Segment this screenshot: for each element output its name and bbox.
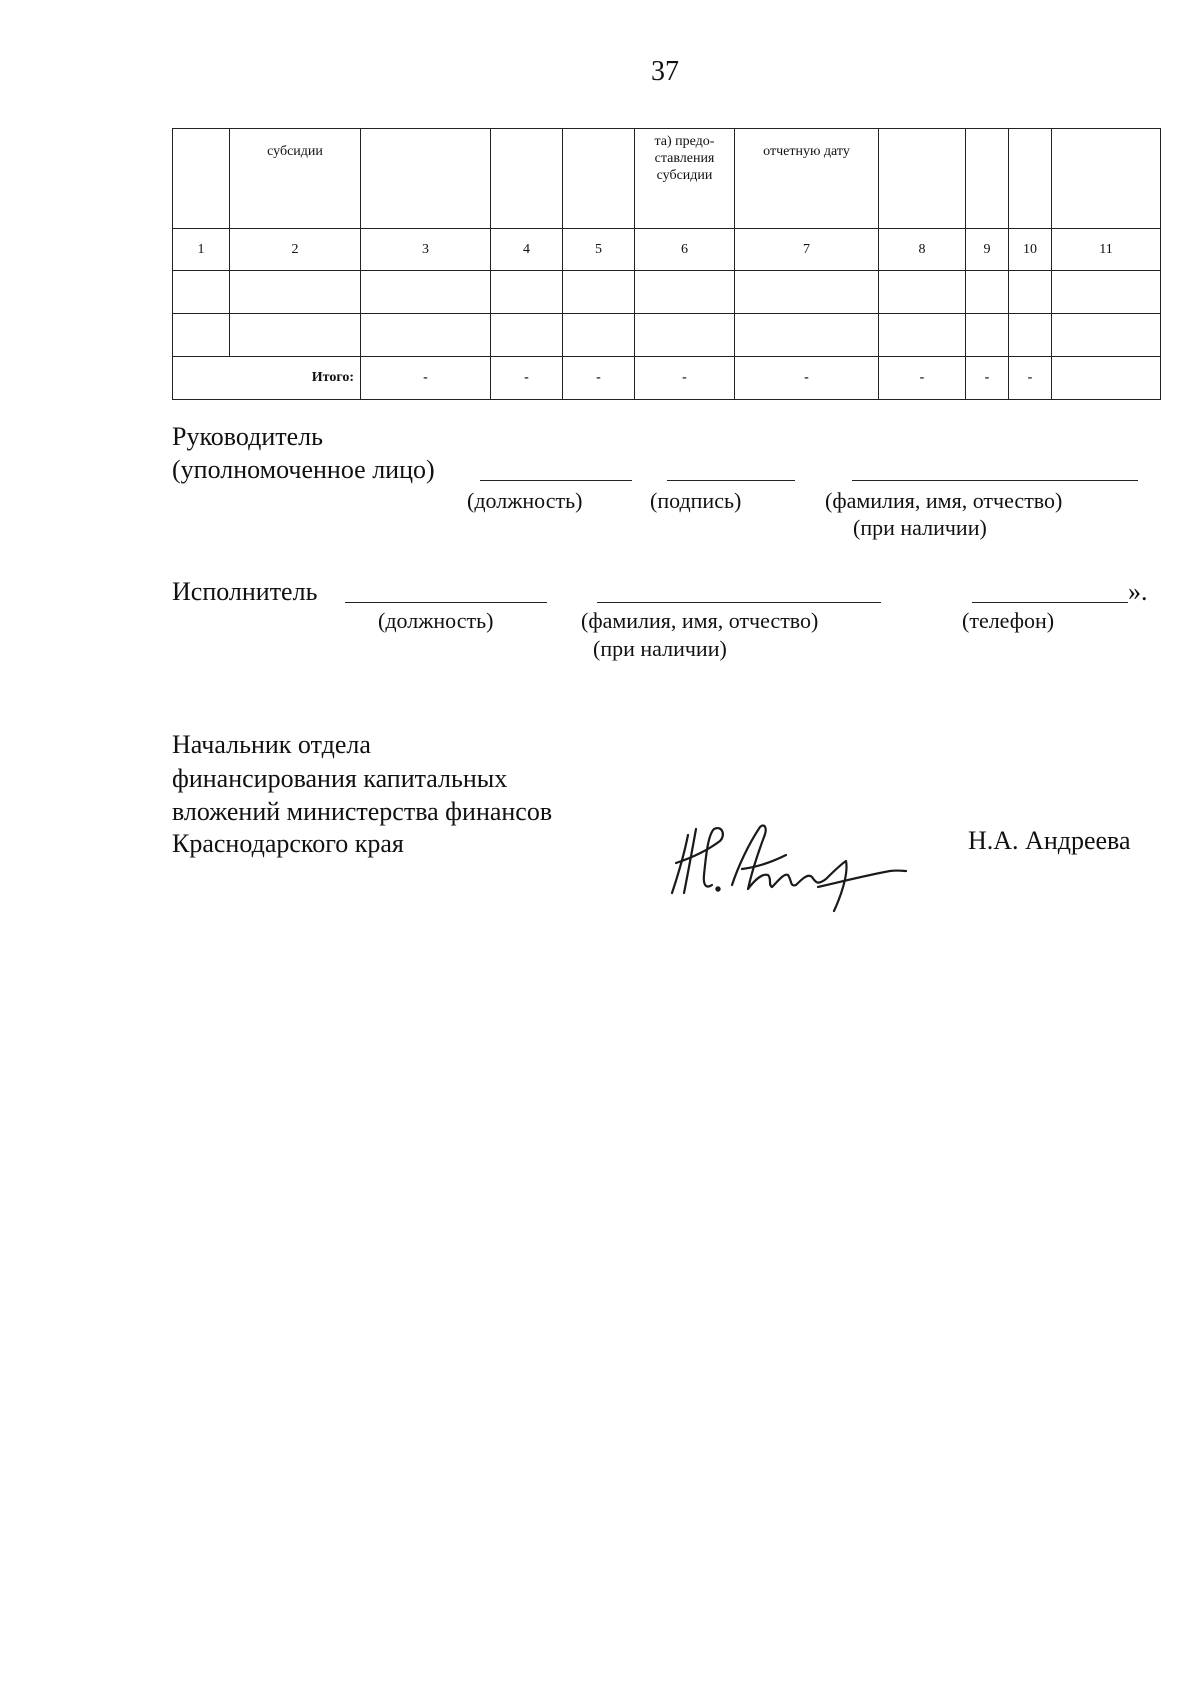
- column-number: 1: [173, 229, 230, 271]
- name-line: [852, 480, 1138, 481]
- executor-name-caption: (фамилия, имя, отчество): [581, 608, 819, 633]
- column-number: 8: [879, 229, 966, 271]
- total-value: -: [491, 357, 563, 400]
- column-number-row: [173, 229, 1161, 271]
- signatory-line-1: Начальник отдела: [172, 730, 371, 759]
- column-number: 11: [1052, 229, 1161, 271]
- phone-caption: (телефон): [962, 608, 1055, 633]
- head-title-sub: (уполномоченное лицо): [172, 455, 435, 484]
- header-cell: та) предо- ставления субсидии: [635, 129, 735, 229]
- signatory-line-2: финансирования капитальных: [172, 764, 508, 793]
- empty-row: [173, 314, 1161, 357]
- column-number: 2: [230, 229, 361, 271]
- column-number: 3: [361, 229, 491, 271]
- header-cell: [491, 129, 563, 229]
- executor-name-line: [597, 602, 881, 603]
- column-number: 10: [1009, 229, 1052, 271]
- total-label: Итого:: [173, 357, 361, 400]
- header-cell: [361, 129, 491, 229]
- header-cell: отчетную дату: [735, 129, 879, 229]
- total-value: -: [966, 357, 1009, 400]
- total-value: [1052, 357, 1161, 400]
- position-caption: (должность): [467, 488, 583, 513]
- empty-row: [173, 271, 1161, 314]
- total-value: -: [563, 357, 635, 400]
- header-cell: [879, 129, 966, 229]
- column-number: 4: [491, 229, 563, 271]
- total-value: -: [635, 357, 735, 400]
- signatory-line-4: Краснодарского края: [172, 829, 404, 858]
- column-number: 9: [966, 229, 1009, 271]
- handwritten-signature: [668, 815, 918, 915]
- signature-line: [667, 480, 795, 481]
- executor-position-line: [345, 602, 547, 603]
- report-table: [172, 128, 1161, 400]
- header-cell: [1052, 129, 1161, 229]
- header-cell: [173, 129, 230, 229]
- total-value: -: [879, 357, 966, 400]
- total-value: -: [361, 357, 491, 400]
- total-value: -: [735, 357, 879, 400]
- header-cell: [966, 129, 1009, 229]
- executor-position-caption: (должность): [378, 608, 494, 633]
- name-note: (при наличии): [853, 515, 987, 540]
- total-row: [173, 357, 1161, 400]
- executor-title: Исполнитель: [172, 577, 318, 606]
- header-cell: [1009, 129, 1052, 229]
- signature-caption: (подпись): [650, 488, 742, 513]
- position-line: [480, 480, 632, 481]
- closing-mark: ».: [1128, 577, 1148, 606]
- executor-name-note: (при наличии): [593, 636, 727, 661]
- column-number: 7: [735, 229, 879, 271]
- signatory-name: Н.А. Андреева: [968, 826, 1131, 855]
- header-cell: [563, 129, 635, 229]
- header-cell: субсидии: [230, 129, 361, 229]
- page-number: 37: [651, 56, 679, 87]
- head-title: Руководитель: [172, 422, 323, 451]
- column-number: 5: [563, 229, 635, 271]
- total-value: -: [1009, 357, 1052, 400]
- table-header-row: [173, 129, 1161, 229]
- phone-line: [972, 602, 1128, 603]
- column-number: 6: [635, 229, 735, 271]
- name-caption: (фамилия, имя, отчество): [825, 488, 1063, 513]
- signatory-line-3: вложений министерства финансов: [172, 797, 553, 826]
